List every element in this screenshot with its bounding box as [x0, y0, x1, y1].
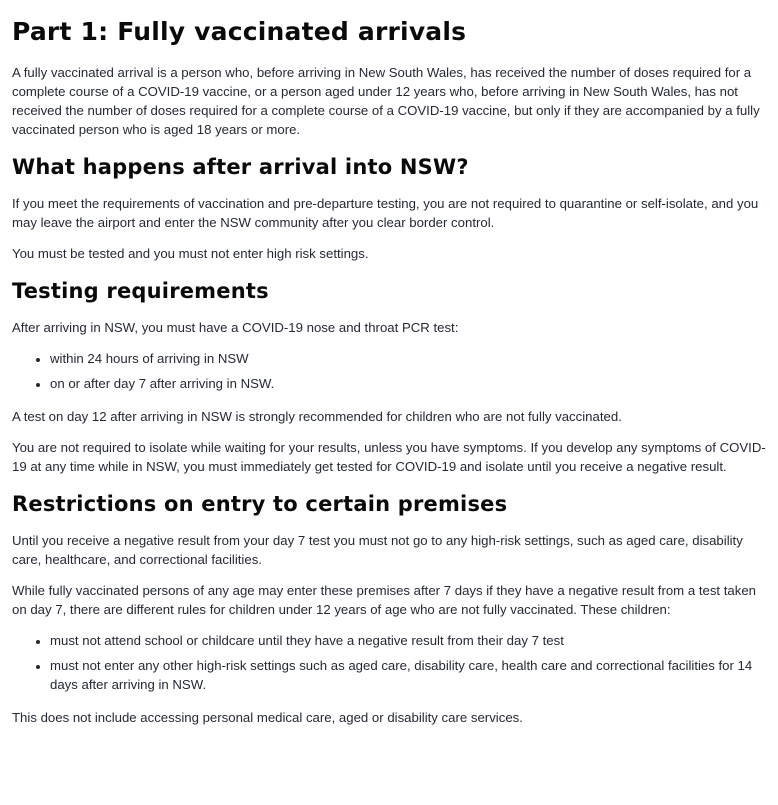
testing-requirements-heading: Testing requirements: [12, 279, 269, 303]
children-rules-paragraph: While fully vaccinated persons of any age may enter these premises after 7 days if they have a negative result from a test taken on day 7, there are different rules for children under 12 years of age who are not fully vaccinated. These children:: [12, 583, 757, 617]
after-arrival-paragraph: If you meet the requirements of vaccination and pre-departure testing, you are not required to quarantine or self-isolate, and you may leave the airport and enter the NSW community after you clear border control.: [12, 196, 759, 230]
testing-intro: After arriving in NSW, you must have a COVID-19 nose and throat PCR test:: [12, 320, 459, 335]
fully-vaccinated-definition: A fully vaccinated arrival is a person who, before arriving in New South Wales, has received the number of doses required for a complete course of a COVID-19 vaccine, or a person aged under 12 years who, before arriving in New South Wales, has not received the number of doses required for a complete course of a COVID-19 vaccine, but only if they are accompanied by a fully vaccinated person who is aged 18 years or more.: [12, 65, 760, 137]
list-item: • within 24 hours of arriving in NSW: [50, 349, 770, 368]
isolation-paragraph: You are not required to isolate while waiting for your results, unless you have symptoms. If you develop any symptoms of COVID-19 at any time while in NSW, you must immediately get tested for COVID-19 and isolate until you receive a negative result.: [12, 440, 766, 474]
after-arrival-heading: What happens after arrival into NSW?: [12, 155, 469, 179]
testing-requirement-summary: You must be tested and you must not enter high risk settings.: [12, 246, 369, 261]
list-item: • must not attend school or childcare until they have a negative result from their day 7 test: [50, 631, 770, 650]
restrictions-heading: Restrictions on entry to certain premises: [12, 492, 508, 516]
list-item: • must not enter any other high-risk settings such as aged care, disability care, health care and correctional facilities for 14 days after arriving in NSW.: [50, 656, 770, 694]
children-rules-list: [12, 631, 770, 694]
exceptions-paragraph: This does not include accessing personal medical care, aged or disability care services.: [12, 710, 523, 725]
restrictions-paragraph: Until you receive a negative result from your day 7 test you must not go to any high-risk settings, such as aged care, disability care, healthcare, and correctional facilities.: [12, 533, 743, 567]
day12-test-paragraph: A test on day 12 after arriving in NSW is strongly recommended for children who are not fully vaccinated.: [12, 409, 622, 424]
testing-list: [12, 349, 770, 393]
page-title: Part 1: Fully vaccinated arrivals: [12, 17, 467, 46]
list-item: • on or after day 7 after arriving in NSW.: [50, 374, 770, 393]
